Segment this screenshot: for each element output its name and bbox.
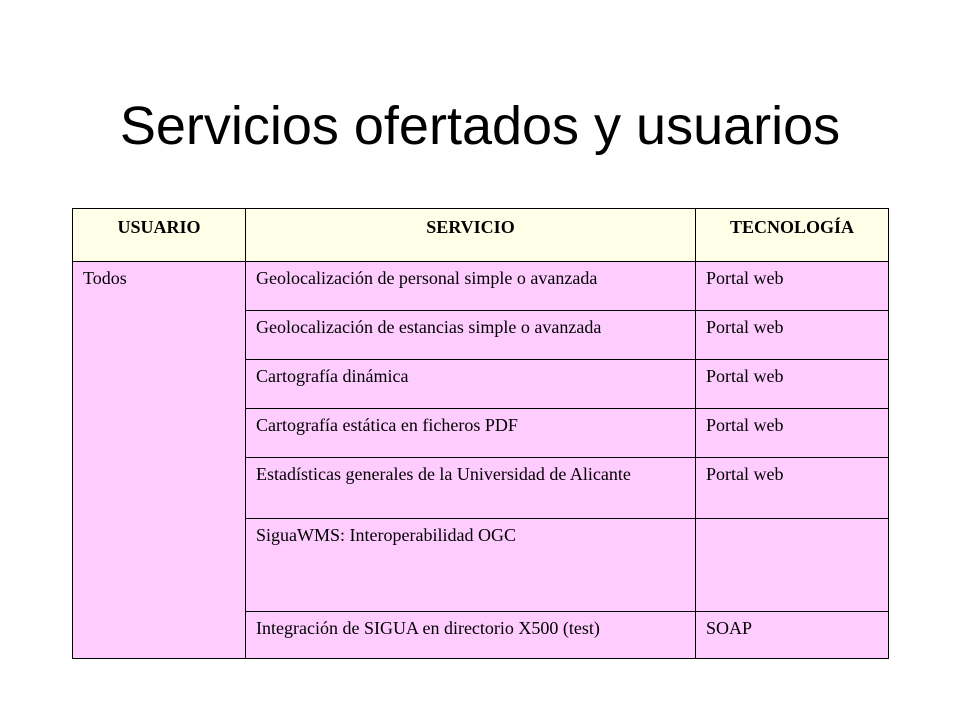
user-cell: Todos — [73, 262, 246, 659]
service-cell: Geolocalización de estancias simple o avanzada — [246, 311, 696, 360]
table-header-row — [73, 209, 889, 262]
technology-cell: Portal web — [696, 360, 889, 409]
table-row — [73, 262, 889, 311]
header-usuario: USUARIO — [73, 209, 246, 262]
technology-cell — [696, 519, 889, 612]
service-cell: Cartografía dinámica — [246, 360, 696, 409]
technology-cell: Portal web — [696, 409, 889, 458]
header-servicio: SERVICIO — [246, 209, 696, 262]
slide-title: Servicios ofertados y usuarios — [119, 96, 841, 156]
service-cell: Integración de SIGUA en directorio X500 (test) — [246, 612, 696, 659]
service-cell: Cartografía estática en ficheros PDF — [246, 409, 696, 458]
service-cell: Estadísticas generales de la Universidad de Alicante — [246, 458, 696, 519]
technology-cell: Portal web — [696, 311, 889, 360]
service-cell: Geolocalización de personal simple o avanzada — [246, 262, 696, 311]
technology-cell: SOAP — [696, 612, 889, 659]
header-tecnologia: TECNOLOGÍA — [696, 209, 889, 262]
technology-cell: Portal web — [696, 262, 889, 311]
technology-cell: Portal web — [696, 458, 889, 519]
services-table — [72, 208, 889, 659]
service-cell: SiguaWMS: Interoperabilidad OGC — [246, 519, 696, 612]
